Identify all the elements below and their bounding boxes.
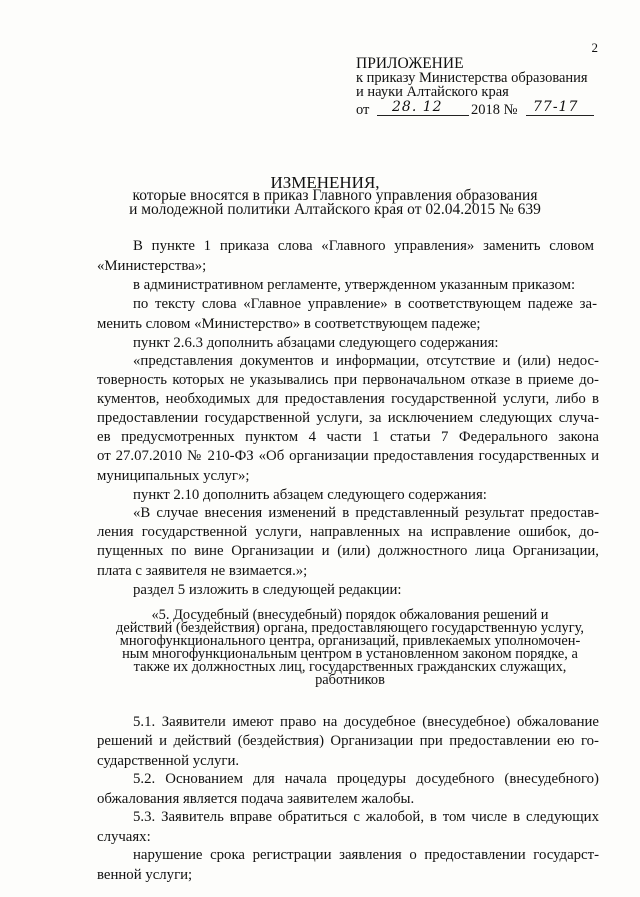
paragraph-line: от 27.07.2010 № 210-ФЗ «Об организации предоставления государственных и [97, 448, 599, 464]
paragraph-line: товерность которых не указывались при первоначальном отказе в приеме до- [97, 372, 599, 388]
handwritten-date: 28. 12 [392, 99, 443, 115]
section-heading-line: действий (бездействия) органа, предоставляющего государственную услугу, [116, 620, 584, 636]
clause-line: случаях: [97, 829, 151, 845]
clause-line: сударственной услуги. [97, 753, 240, 769]
handwritten-number: 77-17 [533, 99, 579, 115]
paragraph-line: плата с заявителя не взимается.»; [97, 563, 308, 579]
paragraph-line: пункт 2.10 дополнить абзацем следующего содержания: [133, 487, 487, 503]
appendix-line-2: к приказу Министерства образования [356, 70, 588, 86]
section-heading-line: также их должностных лиц, государственных гражданских служащих, [133, 659, 567, 675]
paragraph-line: ления государственной услуги, направленных на исправление ошибок, до- [97, 524, 599, 540]
document-subtitle-2: и молодежной политики Алтайского края от 02.04.2015 № 639 [129, 201, 541, 218]
appendix-line-3: и науки Алтайского края [356, 84, 509, 100]
paragraph-line: муниципальных услуг»; [97, 468, 250, 484]
paragraph-line: в административном регламенте, утвержденном указанным приказом: [133, 277, 576, 293]
paragraph-line: пункт 2.6.3 дополнить абзацами следующего содержания: [133, 335, 499, 351]
page-number: 2 [591, 40, 598, 55]
paragraph-line: «Министерства»; [97, 258, 207, 274]
paragraph-line: предоставлении государственной услуги, за исключением следующих случа- [97, 410, 599, 426]
clause-line: обжалования является подача заявителем жалобы. [97, 791, 415, 807]
section-heading-line: «5. Досудебный (внесудебный) порядок обжалования решений и [151, 607, 549, 623]
paragraph-line: В пункте 1 приказа слова «Главного управления» заменить словом [133, 238, 594, 254]
paragraph-line: менить словом «Министерство» в соответствующем падеже; [97, 316, 481, 332]
document-title: ИЗМЕНЕНИЯ, [270, 173, 380, 192]
section-heading-line: ным многофункциональным центром в установленном законом порядке, а [122, 646, 578, 662]
appendix-date-prefix: от [356, 102, 370, 118]
clause-line: решений и действий (бездействия) Организации при предоставлении ею го- [97, 733, 599, 749]
paragraph-line: «В случае внесения изменений в представленный результат предостав- [133, 505, 599, 521]
appendix-year: 2018 № [471, 102, 518, 118]
paragraph-line: по тексту слова «Главное управление» в соответствующем падеже за- [133, 296, 597, 312]
clause-line: 5.2. Основанием для начала процедуры досудебного (внесудебного) [133, 771, 599, 787]
section-heading-line: работников [315, 672, 385, 688]
paragraph-line: «представления документов и информации, отсутствие и (или) недос- [133, 353, 599, 369]
document-subtitle-1: которые вносятся в приказ Главного управления образования [132, 187, 538, 204]
date-underline [377, 115, 469, 116]
clause-line: венной услуги; [97, 867, 193, 883]
clause-line: 5.1. Заявители имеют право на досудебное (внесудебное) обжалование [133, 714, 599, 730]
clause-line: 5.3. Заявитель вправе обратиться с жалобой, в том числе в следующих [133, 809, 599, 825]
clause-line: нарушение срока регистрации заявления о предоставлении государст- [133, 847, 599, 863]
appendix-title: ПРИЛОЖЕНИЕ [356, 55, 464, 72]
paragraph-line: пущенных по вине Организации и (или) должностного лица Организации, [97, 543, 599, 559]
number-underline [526, 115, 594, 116]
paragraph-line: ев предусмотренных пунктом 4 части 1 статьи 7 Федерального закона [97, 429, 599, 445]
paragraph-line: раздел 5 изложить в следующей редакции: [133, 582, 402, 598]
paragraph-line: кументов, необходимых для предоставления государственной услуги, либо в [97, 391, 599, 407]
section-heading-line: многофункционального центра, организаций, привлекаемых уполномочен- [119, 633, 581, 649]
